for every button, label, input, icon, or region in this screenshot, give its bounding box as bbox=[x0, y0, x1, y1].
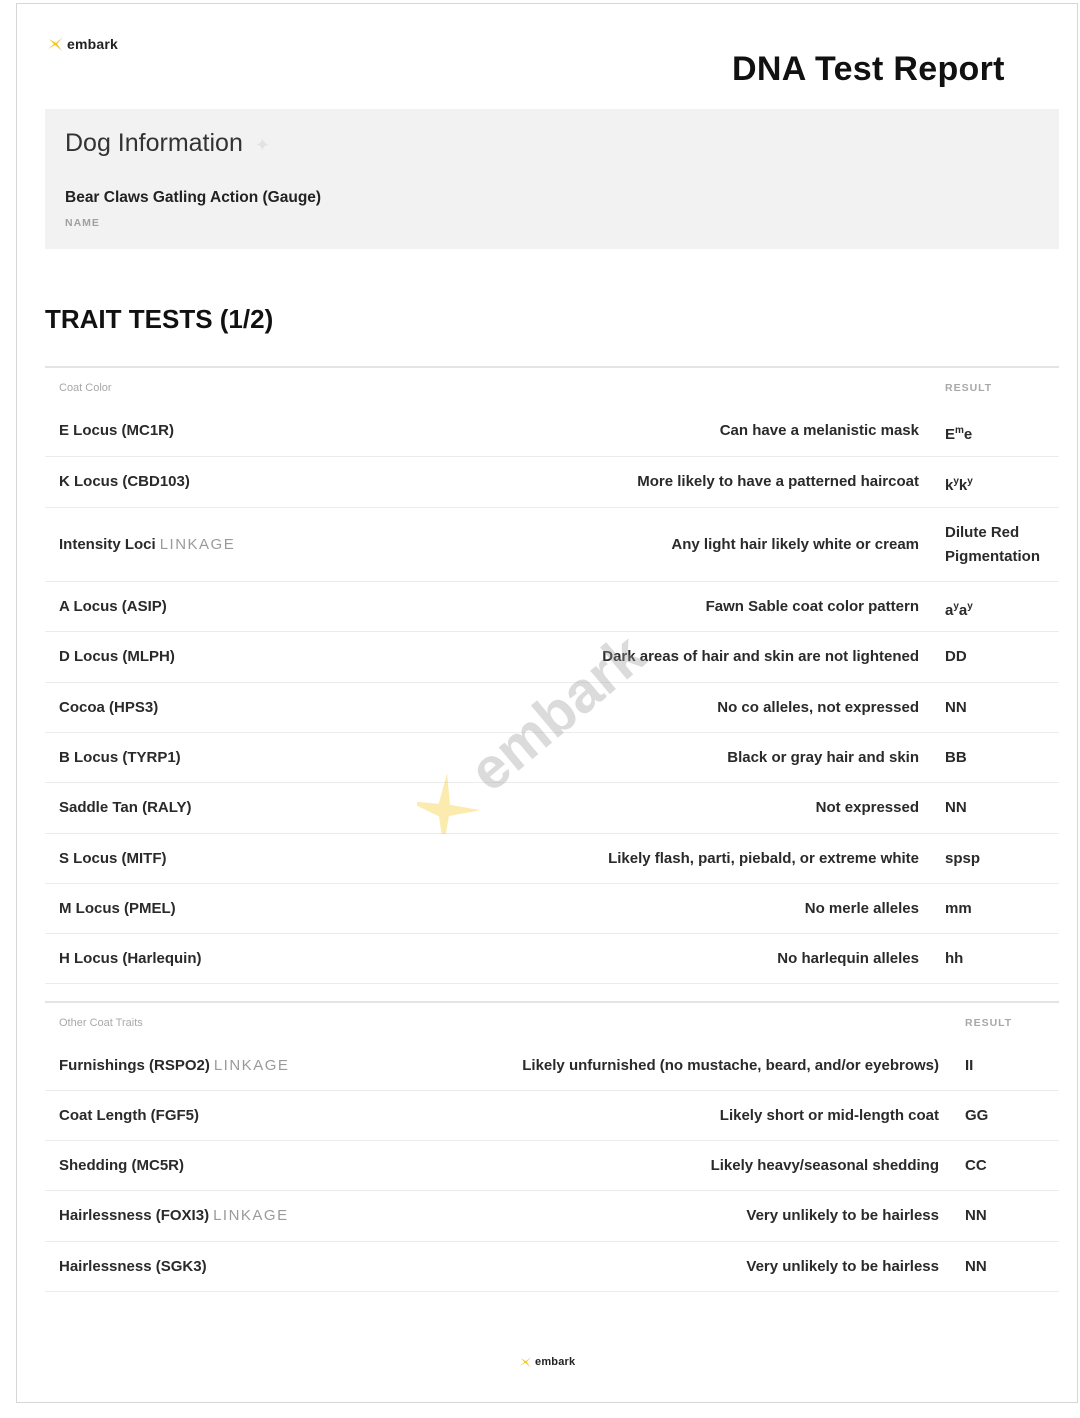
trait-name-text: Shedding (MC5R) bbox=[59, 1156, 184, 1174]
result-text: II bbox=[965, 1056, 974, 1074]
embark-logo bbox=[47, 36, 118, 52]
trait-name-text: Coat Length (FGF5) bbox=[59, 1106, 199, 1124]
embark-star-icon bbox=[47, 36, 65, 52]
category-label: Coat Color bbox=[59, 382, 112, 394]
result-allele-sup: m bbox=[955, 425, 964, 436]
result-label: RESULT bbox=[965, 1017, 1013, 1029]
trait-row bbox=[45, 632, 1059, 683]
trait-result bbox=[965, 1104, 988, 1128]
linkage-badge: LINKAGE bbox=[213, 1207, 289, 1224]
trait-result bbox=[945, 947, 963, 971]
report-title: DNA Test Report bbox=[732, 50, 1005, 88]
trait-name bbox=[59, 422, 174, 439]
result-line: Dilute Red bbox=[945, 523, 1020, 541]
trait-name bbox=[59, 1157, 184, 1174]
trait-name-text: H Locus (Harlequin) bbox=[59, 949, 202, 967]
trait-name bbox=[59, 1258, 207, 1275]
trait-name-text: Saddle Tan (RALY) bbox=[59, 799, 192, 816]
trait-row bbox=[45, 1242, 1059, 1292]
trait-description: Likely short or mid-length coat bbox=[719, 1106, 939, 1124]
trait-name-text: S Locus (MITF) bbox=[59, 849, 167, 867]
trait-description: Black or gray hair and skin bbox=[727, 748, 919, 766]
table-head bbox=[45, 368, 1059, 406]
trait-row bbox=[45, 508, 1059, 582]
trait-result bbox=[965, 1154, 987, 1178]
trait-name bbox=[59, 1107, 199, 1124]
trait-description: No co alleles, not expressed bbox=[717, 698, 919, 716]
result-text: CC bbox=[965, 1156, 987, 1174]
embark-logo-footer bbox=[519, 1356, 575, 1368]
section-heading: TRAIT TESTS (1/2) bbox=[45, 304, 274, 334]
dog-info-title bbox=[65, 129, 270, 158]
category-label: Other Coat Traits bbox=[59, 1017, 143, 1029]
coat-color-table bbox=[45, 366, 1059, 984]
trait-description: Can have a melanistic mask bbox=[719, 422, 919, 439]
trait-row bbox=[45, 733, 1059, 783]
trait-description: Fawn Sable coat color pattern bbox=[705, 597, 919, 615]
trait-row bbox=[45, 683, 1059, 733]
trait-name bbox=[59, 699, 158, 716]
trait-description: Likely unfurnished (no mustache, beard, and/or eyebrows) bbox=[522, 1056, 939, 1074]
trait-row bbox=[45, 1091, 1059, 1141]
report-page bbox=[16, 3, 1078, 1403]
trait-result bbox=[945, 419, 972, 447]
result-text: DD bbox=[945, 648, 967, 665]
result-text: hh bbox=[945, 949, 964, 967]
result-line: Pigmentation bbox=[945, 547, 1041, 565]
result-text: NN bbox=[965, 1207, 987, 1224]
trait-name bbox=[59, 749, 181, 766]
result-text: GG bbox=[965, 1106, 989, 1124]
trait-result bbox=[945, 595, 973, 623]
dog-name-label: NAME bbox=[65, 217, 100, 229]
trait-description: Very unlikely to be hairless bbox=[746, 1207, 939, 1224]
trait-description: Dark areas of hair and skin are not lightened bbox=[602, 648, 919, 665]
result-text: BB bbox=[945, 748, 967, 766]
trait-result bbox=[945, 897, 972, 921]
result-text: spsp bbox=[945, 849, 981, 867]
trait-row bbox=[45, 834, 1059, 884]
trait-name bbox=[59, 536, 235, 553]
trait-name-text: M Locus (PMEL) bbox=[59, 899, 176, 917]
other-coat-table bbox=[45, 1001, 1059, 1342]
result-allele: E bbox=[945, 426, 956, 443]
trait-name-text: E Locus (MC1R) bbox=[59, 422, 175, 439]
linkage-badge: LINKAGE bbox=[159, 535, 236, 553]
trait-name bbox=[59, 473, 190, 490]
result-allele-sup: y bbox=[967, 600, 973, 612]
trait-name bbox=[59, 1057, 289, 1074]
result-text: mm bbox=[945, 899, 972, 917]
trait-name-text: Furnishings (RSPO2) bbox=[59, 1056, 210, 1074]
trait-description: Likely heavy/seasonal shedding bbox=[710, 1156, 939, 1174]
result-text: NN bbox=[965, 1257, 987, 1275]
trait-result bbox=[945, 847, 980, 871]
trait-name-text: Intensity Loci bbox=[59, 535, 156, 553]
trait-result bbox=[945, 696, 967, 720]
trait-name-text: Cocoa (HPS3) bbox=[59, 698, 159, 716]
result-text: NN bbox=[945, 799, 967, 816]
trait-description: Very unlikely to be hairless bbox=[746, 1257, 939, 1275]
result-allele-sup: y bbox=[967, 476, 973, 487]
result-allele: a bbox=[945, 601, 954, 619]
result-allele-sup: y bbox=[953, 600, 959, 612]
trait-result bbox=[945, 796, 967, 820]
linkage-badge: LINKAGE bbox=[213, 1056, 290, 1074]
trait-name-text: D Locus (MLPH) bbox=[59, 648, 175, 665]
trait-name bbox=[59, 648, 175, 665]
trait-name bbox=[59, 799, 192, 816]
trait-name-text: B Locus (TYRP1) bbox=[59, 748, 181, 766]
trait-row bbox=[45, 884, 1059, 934]
trait-name-text: K Locus (CBD103) bbox=[59, 473, 190, 490]
trait-name-text: Hairlessness (SGK3) bbox=[59, 1257, 207, 1275]
trait-result bbox=[945, 645, 967, 669]
trait-description: No merle alleles bbox=[804, 899, 919, 917]
embark-star-icon bbox=[519, 1356, 533, 1368]
trait-row bbox=[45, 1191, 1059, 1242]
trait-result bbox=[945, 746, 967, 770]
dog-info-panel bbox=[45, 109, 1059, 249]
trait-description: Likely flash, parti, piebald, or extreme white bbox=[608, 849, 919, 867]
result-allele-sup: y bbox=[953, 476, 959, 487]
trait-row bbox=[45, 457, 1059, 508]
watermark-text: embark bbox=[457, 621, 658, 805]
table-head bbox=[45, 1003, 1059, 1041]
trait-description: Any light hair likely white or cream bbox=[671, 535, 919, 553]
trait-name bbox=[59, 1207, 289, 1224]
trait-result bbox=[945, 521, 1040, 569]
trait-row bbox=[45, 1041, 1059, 1091]
result-text: NN bbox=[945, 698, 967, 716]
trait-result bbox=[965, 1054, 973, 1078]
sparkle-icon: ✦ bbox=[254, 135, 270, 155]
trait-name-text: Hairlessness (FOXI3) bbox=[59, 1207, 210, 1224]
trait-name bbox=[59, 850, 167, 867]
trait-result bbox=[945, 470, 973, 498]
trait-name-text: A Locus (ASIP) bbox=[59, 597, 167, 615]
trait-row bbox=[45, 406, 1059, 457]
trait-name bbox=[59, 598, 167, 615]
trait-name bbox=[59, 900, 176, 917]
trait-description: Not expressed bbox=[815, 799, 919, 816]
trait-row bbox=[45, 582, 1059, 632]
trait-description: No harlequin alleles bbox=[777, 949, 919, 967]
result-allele: a bbox=[958, 601, 968, 619]
brand-name: embark bbox=[535, 1356, 576, 1368]
trait-row bbox=[45, 783, 1059, 834]
result-allele: k bbox=[958, 477, 968, 494]
result-label: RESULT bbox=[945, 382, 993, 394]
result-allele: e bbox=[963, 426, 973, 443]
trait-row bbox=[45, 1141, 1059, 1191]
trait-name bbox=[59, 950, 202, 967]
dog-name: Bear Claws Gatling Action (Gauge) bbox=[65, 189, 322, 206]
trait-description: More likely to have a patterned haircoat bbox=[637, 473, 919, 490]
trait-result bbox=[965, 1204, 987, 1228]
page-clip bbox=[45, 1310, 1059, 1350]
result-allele: k bbox=[945, 477, 954, 494]
brand-name: embark bbox=[67, 36, 119, 52]
dog-info-title-text: Dog Information bbox=[65, 129, 243, 157]
trait-result bbox=[965, 1255, 987, 1279]
trait-row bbox=[45, 934, 1059, 984]
